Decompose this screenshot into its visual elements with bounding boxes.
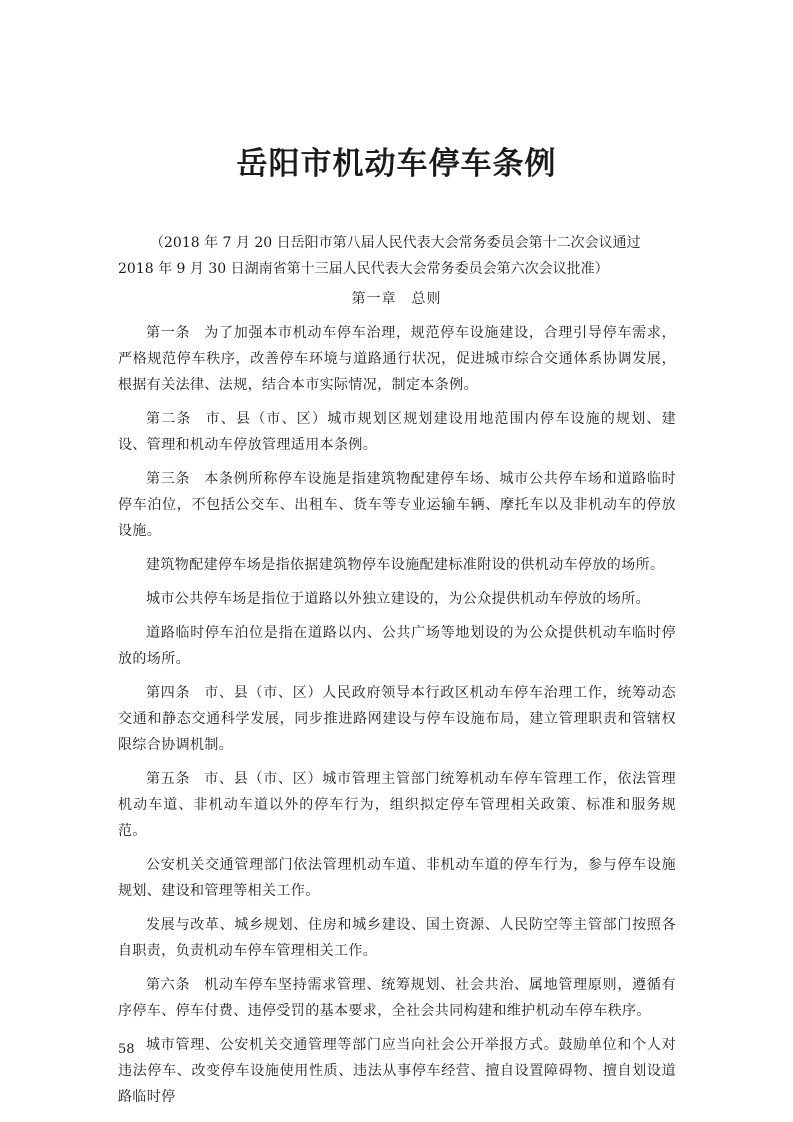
paragraph xyxy=(118,552,676,578)
paragraph-article-3 xyxy=(118,466,676,544)
paragraph-article-4 xyxy=(118,680,676,758)
paragraph-text: 城市管理、公安机关交通管理等部门应当向社会公开举报方式。鼓励单位和个人对违法停车、改变停车设施使用性质、违法从事停车经营、擅自设置障碍物、擅自划设道路临时停 xyxy=(118,1037,676,1105)
paragraph-text: 公安机关交通管理部门依法管理机动车道、非机动车道的停车行为，参与停车设施规划、建设和管理等相关工作。 xyxy=(118,857,676,899)
paragraph-text: 道路临时停车泊位是指在道路以内、公共广场等地划设的为公众提供机动车临时停放的场所。 xyxy=(118,625,676,667)
paragraph xyxy=(118,620,676,672)
paragraph-article-1 xyxy=(118,320,676,398)
document-title: 岳阳市机动车停车条例 xyxy=(236,146,557,182)
article-number: 第二条 xyxy=(146,411,192,427)
paragraph-text: 市、县（市、区）城市管理主管部门统筹机动车停车管理工作，依法管理机动车道、非机动车道以外的停车行为，组织拟定停车管理相关政策、标准和服务规范。 xyxy=(118,771,676,839)
paragraph xyxy=(118,1032,676,1110)
approval-note-line-1: （2018 年 7 月 20 日岳阳市第八届人民代表大会常务委员会第十二次会议通过 xyxy=(150,235,641,251)
approval-note-line-2: 2018 年 9 月 30 日湖南省第十三届人民代表大会常务委员会第六次会议批准） xyxy=(118,261,609,277)
paragraph-article-6 xyxy=(118,972,676,1024)
article-number: 第五条 xyxy=(146,771,191,787)
paragraph-text: 建筑物配建停车场是指依据建筑物停车设施配建标准附设的供机动车停放的场所。 xyxy=(146,557,665,573)
article-number: 第三条 xyxy=(146,471,191,487)
paragraph-text: 本条例所称停车设施是指建筑物配建停车场、城市公共停车场和道路临时停车泊位，不包括公交车、出租车、货车等专业运输车辆、摩托车以及非机动车的停放设施。 xyxy=(118,471,676,539)
paragraph-text: 市、县（市、区）城市规划区规划建设用地范围内停车设施的规划、建设、管理和机动车停放管理适用本条例。 xyxy=(118,411,676,453)
paragraph-text: 为了加强本市机动车停车治理，规范停车设施建设，合理引导停车需求，严格规范停车秩序，改善停车环境与道路通行状况，促进城市综合交通体系协调发展，根据有关法律、法规，结合本市实际情况，制定本条例。 xyxy=(118,325,676,393)
article-number: 第一条 xyxy=(146,325,191,341)
chapter-heading: 第一章 总则 xyxy=(351,291,442,307)
paragraph-text: 城市公共停车场是指位于道路以外独立建设的，为公众提供机动车停放的场所。 xyxy=(146,591,650,607)
page-number: 58 xyxy=(118,1042,135,1057)
document-body xyxy=(118,320,676,1118)
paragraph xyxy=(118,586,676,612)
paragraph xyxy=(118,852,676,904)
paragraph-text: 市、县（市、区）人民政府领导本行政区机动车停车治理工作，统筹动态交通和静态交通科学发展，同步推进路网建设与停车设施布局，建立管理职责和管辖权限综合协调机制。 xyxy=(118,685,676,753)
paragraph-text: 发展与改革、城乡规划、住房和城乡建设、国土资源、人民防空等主管部门按照各自职责，负责机动车停车管理相关工作。 xyxy=(118,917,676,959)
paragraph-article-2 xyxy=(118,406,676,458)
article-number: 第六条 xyxy=(146,977,191,993)
paragraph-article-5 xyxy=(118,766,676,844)
paragraph xyxy=(118,912,676,964)
approval-note xyxy=(118,230,678,282)
paragraph-text: 机动车停车坚持需求管理、统筹规划、社会共治、属地管理原则，遵循有序停车、停车付费、违停受罚的基本要求，全社会共同构建和维护机动车停车秩序。 xyxy=(118,977,676,1019)
article-number: 第四条 xyxy=(146,685,191,701)
